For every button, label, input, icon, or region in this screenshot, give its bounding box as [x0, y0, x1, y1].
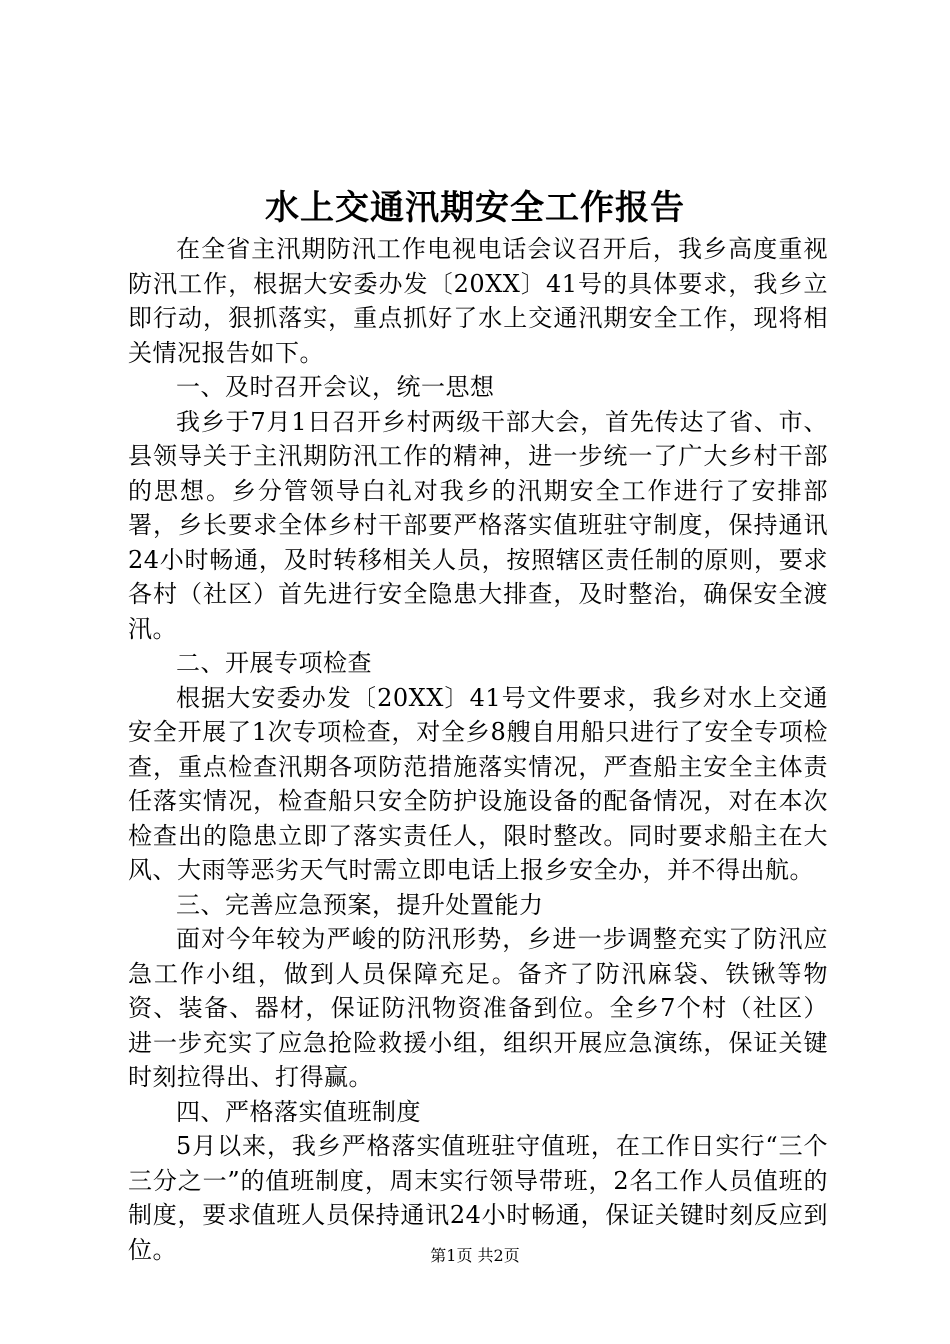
section-heading-3: 三、完善应急预案，提升处置能力	[176, 890, 544, 919]
page-number-footer: 第1页 共2页	[430, 1246, 520, 1265]
document-body	[128, 232, 828, 1267]
section-paragraph-1: 我乡于7月1日召开乡村两级干部大会，首先传达了省、市、县领导关于主汛期防汛工作的精神，进一步统一了广大乡村干部的思想。乡分管领导白礼对我乡的汛期安全工作进行了安排部署，乡长要求全体乡村干部要严格落实值班驻守制度，保持通讯24小时畅通，及时转移相关人员，按照辖区责任制的原则，要求各村（社区）首先进行安全隐患大排查，及时整治，确保安全渡汛。	[128, 407, 828, 643]
section-paragraph-4: 5月以来，我乡严格落实值班驻守值班，在工作日实行“三个三分之一”的值班制度，周末实行领导带班，2名工作人员值班的制度，要求值班人员保持通讯24小时畅通，保证关键时刻反应到位。	[128, 1132, 828, 1264]
section-heading-1: 一、及时召开会议，统一思想	[176, 373, 495, 401]
section-paragraph-2: 根据大安委办发〔20XX〕41号文件要求，我乡对水上交通安全开展了1次专项检查，对全乡8艘自用船只进行了安全专项检查，重点检查汛期各项防范措施落实情况，严查船主安全主体责任落实情况，检查船只安全防护设施设备的配备情况，对在本次检查出的隐患立即了落实责任人，限时整改。同时要求船主在大风、大雨等恶劣天气时需立即电话上报乡安全办，并不得出航。	[128, 683, 828, 884]
document-title: 水上交通汛期安全工作报告	[265, 188, 685, 228]
section-paragraph-3: 面对今年较为严峻的防汛形势，乡进一步调整充实了防汛应急工作小组，做到人员保障充足。备齐了防汛麻袋、铁锹等物资、装备、器材，保证防汛物资准备到位。全乡7个村（社区）进一步充实了应急抢险救援小组，组织开展应急演练，保证关键时刻拉得出、打得赢。	[128, 925, 828, 1091]
intro-paragraph: 在全省主汛期防汛工作电视电话会议召开后，我乡高度重视防汛工作，根据大安委办发〔20XX〕41号的具体要求，我乡立即行动，狠抓落实，重点抓好了水上交通汛期安全工作，现将相关情况报告如下。	[128, 235, 828, 367]
section-heading-2: 二、开展专项检查	[176, 649, 372, 677]
section-heading-4: 四、严格落实值班制度	[176, 1097, 421, 1126]
